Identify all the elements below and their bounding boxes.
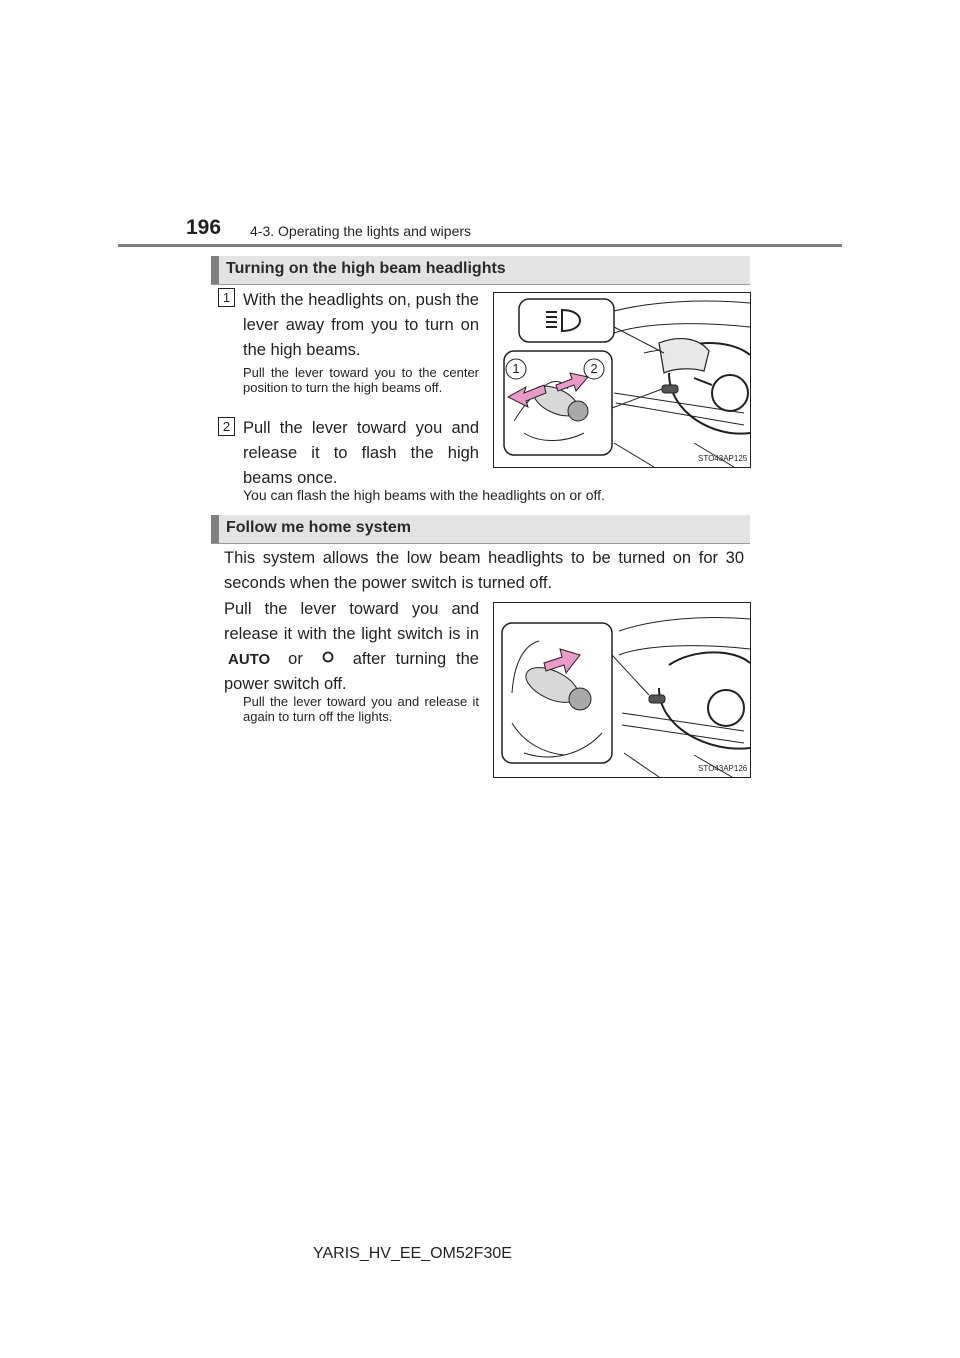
header-divider xyxy=(118,244,842,247)
step-1-note: Pull the lever toward you to the center position to turn the high beams off. xyxy=(243,365,479,395)
document-code: YARIS_HV_EE_OM52F30E xyxy=(313,1245,512,1262)
instruction-part-2: after turning the power switch off. xyxy=(224,650,479,694)
follow-me-instruction xyxy=(224,597,479,697)
section-title: 4-3. Operating the lights and wipers xyxy=(250,223,472,239)
callout-2: 2 xyxy=(590,361,598,376)
step-number-1: 1 xyxy=(218,288,235,307)
section-header-title: Turning on the high beam headlights xyxy=(226,260,506,277)
step-number-2: 2 xyxy=(218,417,235,436)
illustration-high-beam xyxy=(494,293,750,467)
illustration-follow-me xyxy=(494,603,750,777)
high-beam-icon xyxy=(519,299,614,342)
steering-wheel-icon xyxy=(659,652,750,748)
callout-1: 1 xyxy=(512,361,520,376)
figure-code: STO43AP126 xyxy=(698,764,748,773)
section-header-tab xyxy=(211,515,219,543)
section-header-high-beam xyxy=(211,256,750,284)
section-header-underline xyxy=(211,284,750,285)
auto-label: AUTO xyxy=(228,651,271,669)
figure-high-beam-lever xyxy=(493,292,751,468)
figure-follow-me-lever xyxy=(493,602,751,778)
section-header-title: Follow me home system xyxy=(226,519,411,536)
step-1-text: With the headlights on, push the lever away from you to turn on the high beams. xyxy=(243,291,479,359)
follow-me-intro: This system allows the low beam headlights to be turned on for 30 seconds when the power switch is turned off. xyxy=(224,549,744,592)
step-2-note: You can flash the high beams with the headlights on or off. xyxy=(243,487,605,503)
section-header-tab xyxy=(211,256,219,284)
light-on-icon xyxy=(321,647,335,672)
follow-me-note: Pull the lever toward you and release it again to turn off the lights. xyxy=(243,694,479,724)
figure-code: STO43AP125 xyxy=(698,454,748,463)
step-2-text: Pull the lever toward you and release it to flash the high beams once. xyxy=(243,419,479,487)
instruction-part-1: Pull the lever toward you and release it with the light switch is in xyxy=(224,600,479,643)
section-header-underline xyxy=(211,543,750,544)
section-header-follow-me xyxy=(211,515,750,543)
or-word: or xyxy=(288,650,303,668)
page-number: 196 xyxy=(186,216,222,239)
